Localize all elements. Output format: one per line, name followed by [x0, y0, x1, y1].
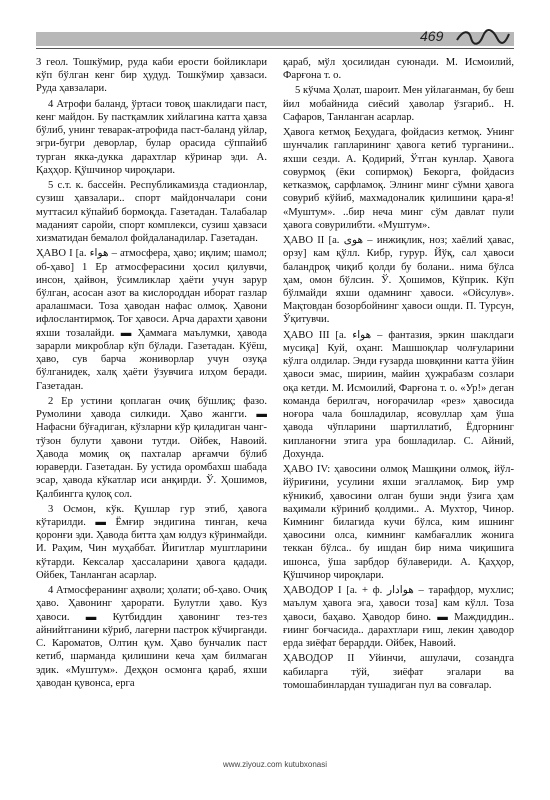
entry-headword-havo-2: ҲАВО II [а. هوى – инжиқлик, ноз; хаёлий ҳавас, орзу] кам қўлл. Кибр, гурур. Йўқ, сал ҳавоси баландроқ чиқиб қолди бу болани.. нима бўлса ҳам, омон бўлсин. Ў. Ҳошимов, Кўприк. Кўп бўлмайди яхши одамнинг ҳавоси. «Ойсулув». Мақтовдан бозорбойнинг ҳавоси ошди. П. Турсун, Ўқитувчи. — [283, 235, 514, 326]
header-rule — [36, 48, 514, 49]
entry-headword-havo-3: ҲАВО III [а. هواء – фантазия, эркин шаклдаги мусиқа] Куй, оҳанг. Машшоқлар чолғуларини кўлга олдилар. Энди ғузарда шовқинни катта ўйин ҳавоси эмас, шириин, майин ҳужрабазм созлари оқа кетди. М. Исмоилий, Фарғона т. о. «Ур!» деган команда берилгач, ноғорачилар «рез» ҳавосида ноғора чала бошладилар, ясовуллар ҳам ўша ҳавода чўпларини шартиллатиб, Ёдгорнинг кипланоғни этига ура бошладилар. С. Айний, Дохунда. — [283, 329, 514, 460]
entry-headword-havodor-1: ҲАВОДОР I [а. + ф. هوادار – тарафдор, мухлис; маълум ҳавога эга, ҳавоси тоза] кам кўлл. Тоза ҳавоси, баҳаво. Ҳаводор бино. ▬ Маждиддин.. ғиинг боғчасида.. дарахтлари ғиш, лекин ҳаводор ерда зиёфат берардди. Ойбек, Навоий. — [283, 585, 514, 650]
entry-paragraph: 5 с.т. к. бассейн. Республикамизда стадионлар, сузиш ҳавзалари.. спорт майдончалари сони муттасил кўпайиб бормоқда. Газетадан. Талабалар маданият саройи, спорт комплекси, сузиш ҳавзаси хизматидан бемалол фойдаланадилар. Газетадан. — [36, 180, 267, 245]
entry-headword-havo-4: ҲАВО IV: ҳавосини олмоқ Машқини олмоқ, йўл-йўриғини, усулини яхши эгалламоқ. Бир умр кўникиб, ҳавосини олган буши энди ўзига ҳам ваҳимали кўриниб қолдими.. А. Мухтор, Чинор. Кимнинг билагида кучи бўлса, ким ишнинг ҳавосини олса, кимнинг камбағаллик жонига теккан бўлса.. бу ишдан бир нима чиқишига ишонса, ўша зарбдор бўлавериди. А. Қаҳҳор, Қўшчинор чироқлари. — [283, 464, 514, 581]
page-number: 469 — [420, 28, 444, 44]
entry-phrase-havoga-ketmoq: Ҳавога кетмоқ Беҳудага, фойдасиз кетмоқ. Унинг шунчалик гапларининг ҳавога кетиб турганини.. яхши сезди. А. Қодирий, Ўтган кунлар. Ҳавога совурмоқ (ёки сопирмоқ) Бекорга, фойдасиз кетказмоқ, сарфламоқ. Элнинг минг сўмни ҳавога совуриб кўйиб, махмадоналик қилишини қара-я! «Муштум». ..бир неча минг сўм давлат пули ҳавога совурилибти. «Муштум». — [283, 127, 514, 231]
entry-paragraph: 2 Ер устини қоплаган очиқ бўшлиқ; фазо. Румолини ҳавода силкиди. Ҳаво жангги. ▬ Нафасни бўғадиган, кўзларни кўр қиладиган чанг-тўзон булути ҳавони тутди. Ойбек, Навоий. Ҳавода момиқ оқ пахталар арғамчи бўлиб юраверди. Газетадан. Бу устида оромбахш шабада эсар, ҳавода кўкатлар иси анқирди. Ў. Ҳошимов, Қалбингга қулоқ сол. — [36, 395, 267, 500]
left-column — [36, 56, 267, 756]
right-column — [283, 56, 514, 756]
entry-paragraph: қараб, мўл ҳосилидан суюнади. М. Исмоилий, Фарғона т. о. — [283, 57, 514, 82]
logo-glyph — [453, 26, 513, 48]
entry-paragraph: 5 кўчма Ҳолат, шароит. Мен уйлаганман, бу беш йил мобайнида сиёсий ҳаволар ўзгариб.. Н. Сафаров, Танланган асарлар. — [283, 85, 514, 123]
entry-paragraph: 3 Осмон, кўк. Қушлар гур этиб, ҳавога кўтарилди. ▬ Ёмғир эндигина тинган, кеча қоронғи эди. Ҳавода битта ҳам юлдуз кўринмайди. И. Раҳим, Чин муҳаббат. Йигитлар муштларини кўтарди. Кексалар ҳассаларини ҳавога қадади. Ойбек, Танланган асарлар. — [36, 503, 267, 581]
footer-url: www.ziyouz.com kutubxonasi — [222, 760, 328, 769]
entry-paragraph: 4 Атмосферанинг аҳволи; ҳолати; об-ҳаво. Очиқ ҳаво. Ҳавонинг ҳарорати. Булутли ҳаво. Куз ҳавоси. ▬ Кутбиддин ҳавонинг тез-тез айнийтганини кўриб, лагерни пастрок кўчирганди. С. Кароматов, Олтин қум. Ҳаво бунчалик паст кетиб, шарманда қилишини кеча ҳам билмаган эдик. «Муштум». Деҳқон осмонга қараб, яхши ҳаводан қувонса, ерга — [36, 585, 267, 689]
entry-headword-havodor-2: ҲАВОДОР II Уйинчи, ашулачи, созандга кабиларга тўй, зиёфат эгалари ва томошабинлардан тушадиган пул ва совғалар. — [283, 653, 514, 691]
entry-headword-havo-1: ҲАВО I [а. هواء – атмосфера, ҳаво; иқлим; шамол; об-ҳаво] 1 Ер атмосферасини ҳосил қилувчи, инсон, ҳайвон, ўсимликлар ҳаёти учун зарур бўлган, асосан азот ва кислороддан иборат газлар аралашмаси. Тоза ҳаводан нафас олмоқ. Ҳавони ифлослантирмоқ. Тоғ ҳавоси. Арча дарахти ҳавони яхши тозалайди. ▬ Ҳаммага маълумки, ҳавода зарарли микроблар кўп бўлади. Газетадан. Кўёш, ҳаво, сув барча жониворлар учун озуқа бўлганидек, халқ ҳаёти ўзувчига илҳом беради. Газетадан. — [36, 248, 267, 392]
entry-paragraph: 4 Атрофи баланд, ўртаси товоқ шаклидаги паст, кенг майдон. Бу пастқамлик хийлагина катта ҳавза бўлиб, унинг теварак-атрофида паст-баланд уйлар, эгри-бугри деворлар, булар орасида сўппайиб турган якка-дукка дарахтлар кўринар эди. А. Қаҳҳор. Қўшчинор чироқлари. — [36, 98, 267, 176]
entry-paragraph: 3 геол. Тошкўмир, руда каби ерости бойликлари кўп бўлган кенг бир ҳудуд. Тошкўмир ҳавзаси. Руда ҳавзалари. — [36, 57, 267, 95]
header-logo — [452, 26, 514, 48]
